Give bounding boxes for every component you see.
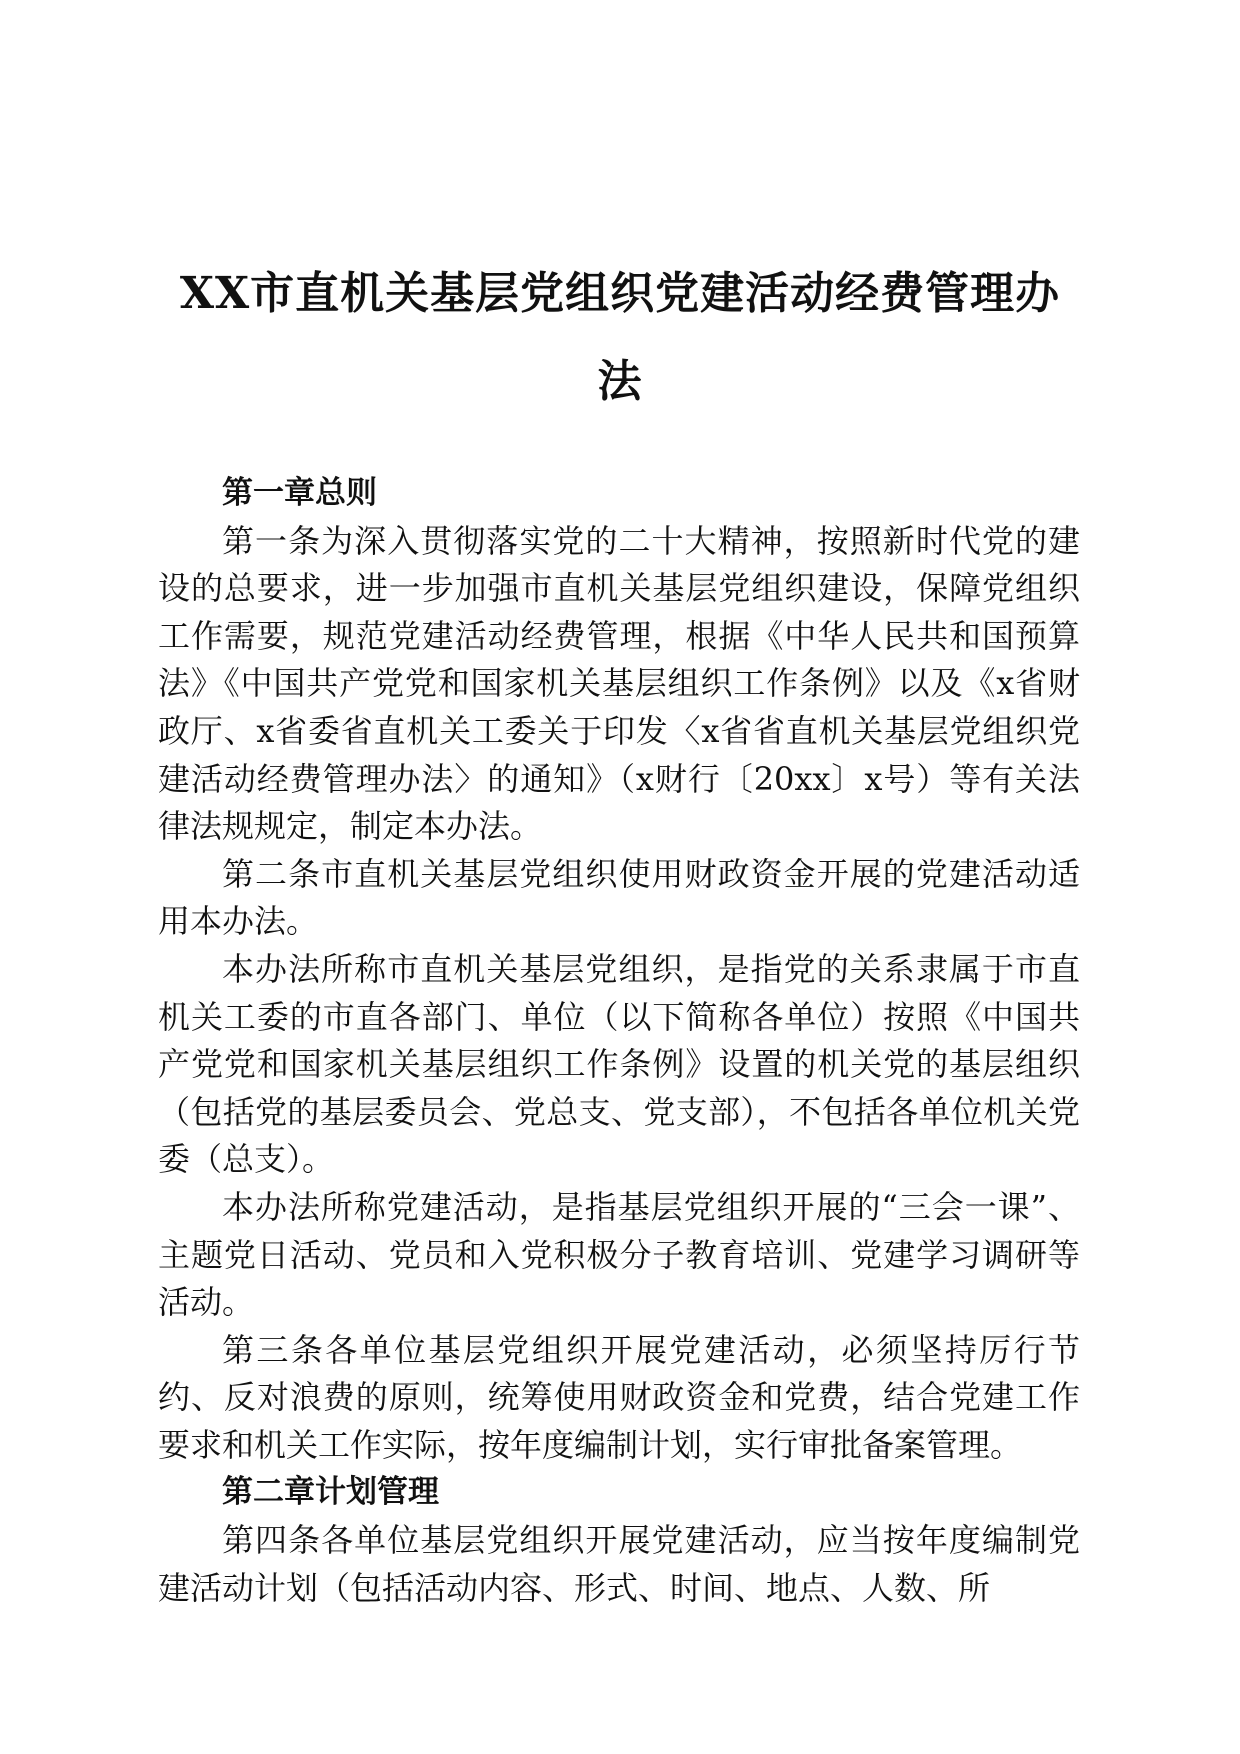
article-2: 第二条市直机关基层党组织使用财政资金开展的党建活动适用本办法。 — [158, 854, 1080, 941]
document-title — [150, 250, 1090, 426]
chapter-1-heading: 第一章总则 — [222, 475, 377, 511]
chapter-2-heading: 第二章计划管理 — [222, 1474, 439, 1511]
article-4: 第四条各单位基层党组织开展党建活动，应当按年度编制党建活动计划（包括活动内容、形式、时间、地点、人数、所 — [158, 1521, 1080, 1607]
title-line-1: XX市直机关基层党组织党建活动经费管理办 — [179, 268, 1061, 319]
document-body — [158, 470, 1080, 1612]
article-3: 第三条各单位基层党组织开展党建活动，必须坚持厉行节约、反对浪费的原则，统筹使用财政资金和党费，结合党建工作要求和机关工作实际，按年度编制计划，实行审批备案管理。 — [158, 1330, 1080, 1464]
article-2-paragraph-2: 本办法所称市直机关基层党组织，是指党的关系隶属于市直机关工委的市直各部门、单位（以下简称各单位）按照《中国共产党党和国家机关基层组织工作条例》设置的机关党的基层组织（包括党的基层委员会、党总支、党支部），不包括各单位机关党委（总支）。 — [158, 949, 1080, 1179]
title-line-2: 法 — [597, 356, 643, 407]
article-2-paragraph-3: 本办法所称党建活动，是指基层党组织开展的“三会一课”、主题党日活动、党员和入党积极分子教育培训、党建学习调研等活动。 — [158, 1187, 1080, 1322]
article-1: 第一条为深入贯彻落实党的二十大精神，按照新时代党的建设的总要求，进一步加强市直机关基层党组织建设，保障党组织工作需要，规范党建活动经费管理，根据《中华人民共和国预算法》《中国共产党党和国家机关基层组织工作条例》以及《x省财政厅、x省委省直机关工委关于印发〈x省省直机关基层党组织党建活动经费管理办法〉的通知》（x财行〔20xx〕x号）等有关法律法规规定，制定本办法。 — [158, 521, 1080, 846]
